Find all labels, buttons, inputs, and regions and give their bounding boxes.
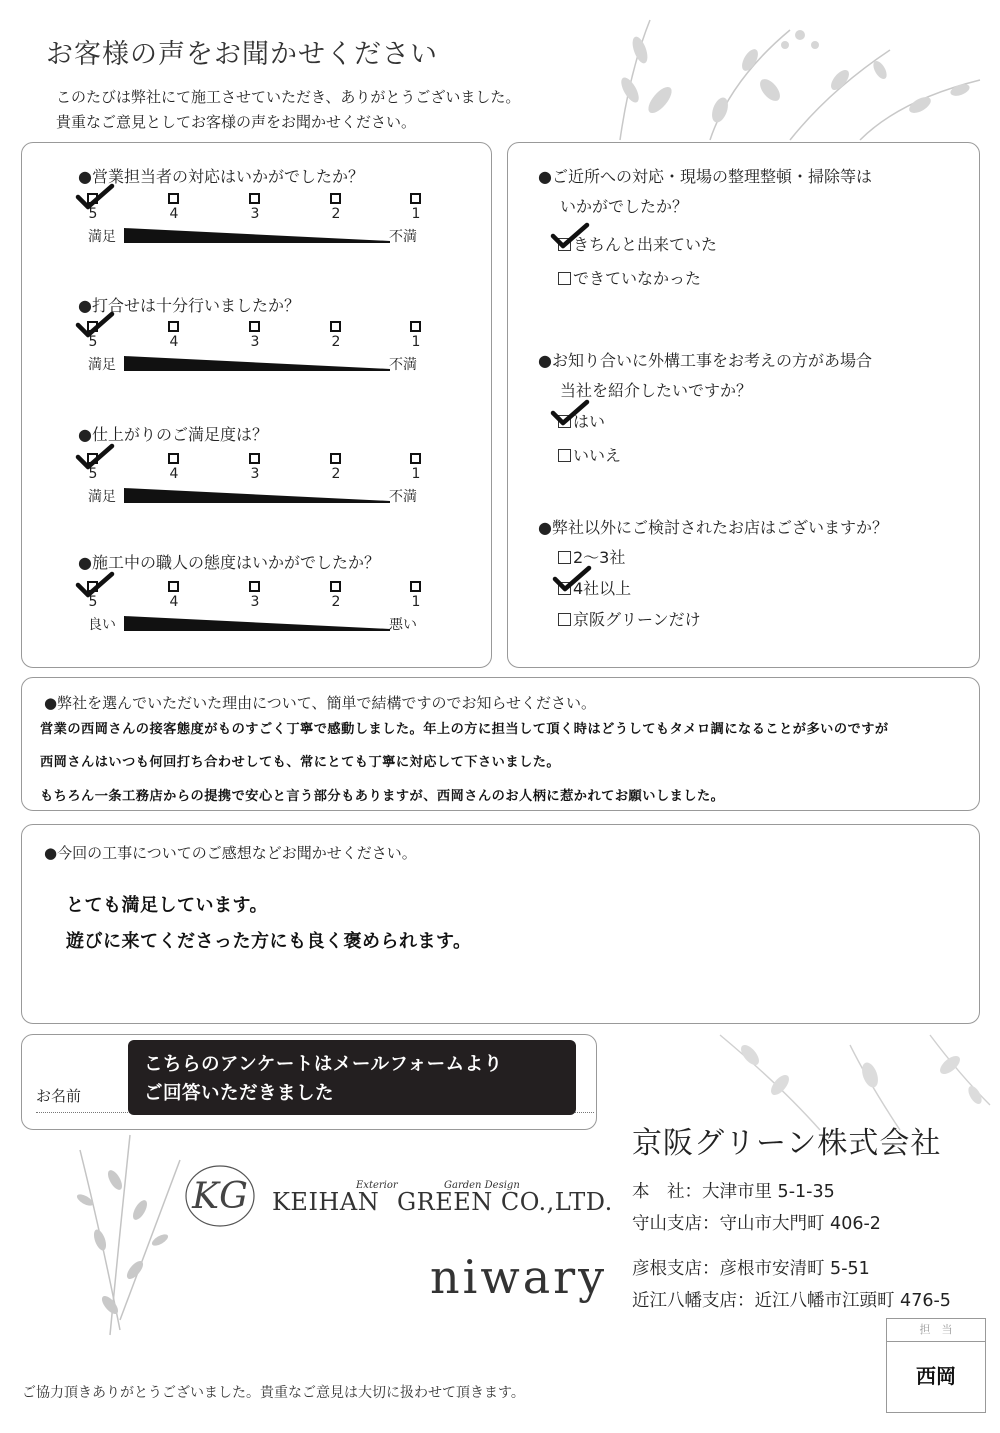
rating-number: 5 [88, 334, 98, 350]
rating-number: 5 [88, 466, 98, 482]
scale-low-label: 満足 [88, 489, 116, 505]
scale-low-label: 満足 [88, 357, 116, 373]
checkbox[interactable] [558, 551, 571, 564]
rating-checkbox-3[interactable] [249, 321, 260, 332]
checkmark-icon [552, 565, 592, 593]
rating-scale [0, 453, 470, 525]
checkmark-icon [550, 222, 590, 250]
rating-number: 1 [411, 334, 421, 350]
impression-question: ●今回の工事についてのご感想などお聞かせください。 [44, 844, 417, 862]
option-not-done[interactable]: できていなかった [558, 266, 701, 289]
rating-number: 2 [331, 594, 341, 610]
question-text: ●弊社以外にご検討されたお店はございますか？ [538, 518, 888, 537]
rating-checkbox-1[interactable] [410, 321, 421, 332]
rating-number: 3 [250, 334, 260, 350]
rating-number: 3 [250, 206, 260, 222]
satisfaction-wedge [124, 228, 390, 244]
name-label: お名前 [36, 1087, 82, 1105]
kg-monogram-logo [180, 1160, 260, 1232]
scale-high-label: 不満 [389, 357, 417, 373]
footer-thanks: ご協力頂きありがとうございました。貴重なご意見は大切に扱わせて頂きます。 [22, 1385, 525, 1401]
rating-number: 3 [250, 594, 260, 610]
rating-checkbox-4[interactable] [168, 321, 179, 332]
checkbox[interactable] [558, 272, 571, 285]
option-4-plus-shops[interactable]: 4社以上 [558, 576, 631, 599]
rating-checkbox-4[interactable] [168, 453, 179, 464]
rating-checkbox-1[interactable] [410, 453, 421, 464]
branch-address: 近江八幡支店：近江八幡市江頭町 476-5 [632, 1291, 951, 1311]
option-done-well[interactable]: きちんと出来ていた [558, 232, 717, 255]
rating-checkbox-2[interactable] [330, 581, 341, 592]
rating-number: 4 [169, 206, 179, 222]
question-text: ●仕上がりのご満足度は？ [78, 425, 268, 444]
staff-header: 担 当 [887, 1319, 985, 1342]
scale-low-label: 満足 [88, 229, 116, 245]
rating-number: 1 [411, 206, 421, 222]
satisfaction-wedge [124, 488, 390, 504]
checkbox[interactable] [558, 449, 571, 462]
checkmark-icon [550, 399, 590, 427]
rating-number: 4 [169, 594, 179, 610]
mail-form-note: こちらのアンケートはメールフォームより ご回答いただきました [128, 1040, 576, 1115]
checkmark-icon [75, 571, 115, 599]
rating-checkbox-2[interactable] [330, 453, 341, 464]
rating-checkbox-1[interactable] [410, 193, 421, 204]
rating-scale [0, 321, 470, 393]
rating-number: 2 [331, 334, 341, 350]
rating-number: 2 [331, 206, 341, 222]
checkmark-icon [75, 443, 115, 471]
reason-question: ●弊社を選んでいただいた理由について、簡単で結構ですのでお知らせください。 [44, 694, 597, 712]
rating-number: 5 [88, 594, 98, 610]
staff-stamp-box [886, 1318, 986, 1413]
scale-low-label: 良い [88, 617, 116, 633]
option-no[interactable]: いいえ [558, 443, 621, 466]
branch-address: 本 社：大津市里 5-1-35 [632, 1182, 835, 1202]
branch-address: 守山支店：守山市大門町 406-2 [632, 1214, 881, 1234]
rating-checkbox-3[interactable] [249, 581, 260, 592]
intro-line-2: 貴重なご意見としてお客様の声をお聞かせください。 [56, 113, 417, 131]
rating-checkbox-3[interactable] [249, 453, 260, 464]
rating-scale [0, 581, 470, 653]
option-yes[interactable]: はい [558, 409, 605, 432]
rating-number: 4 [169, 334, 179, 350]
question-text: ●ご近所への対応・現場の整理整頓・掃除等は [538, 167, 872, 186]
checkmark-icon [75, 311, 115, 339]
reason-line-3: もちろん一条工務店からの提携で安心と言う部分もありますが、西岡さんのお人柄に惹かれてお願いしました。 [40, 789, 725, 804]
leaf-decoration-top [560, 10, 1000, 145]
question-text: 当社を紹介したいですか？ [560, 381, 753, 400]
intro-line-1: このたびは弊社にて施工させていただき、ありがとうございました。 [56, 88, 521, 106]
rating-number: 1 [411, 594, 421, 610]
company-name: 京阪グリーン株式会社 [632, 1126, 942, 1161]
satisfaction-wedge [124, 616, 390, 632]
reason-line-1: 営業の西岡さんの接客態度がものすごく丁寧で感動しました。年上の方に担当して頂く時はどうしてもタメロ調になることが多いのですが [40, 722, 889, 737]
rating-checkbox-4[interactable] [168, 581, 179, 592]
question-text: ●営業担当者の対応はいかがでしたか？ [78, 167, 364, 186]
niwary-logo: niwary [430, 1250, 608, 1304]
option-2-3-shops[interactable]: 2～3社 [558, 545, 625, 568]
scale-high-label: 不満 [389, 229, 417, 245]
question-text: ●お知り合いに外構工事をお考えの方があ場合 [538, 351, 872, 370]
rating-checkbox-3[interactable] [249, 193, 260, 204]
question-text: ●打合せは十分行いましたか？ [78, 296, 300, 315]
checkbox[interactable] [558, 613, 571, 626]
rating-number: 5 [88, 206, 98, 222]
staff-name: 西岡 [916, 1364, 956, 1388]
question-text: いかがでしたか？ [560, 197, 689, 216]
rating-checkbox-2[interactable] [330, 193, 341, 204]
rating-checkbox-1[interactable] [410, 581, 421, 592]
svg-text:KG: KG [192, 1176, 248, 1217]
page-title: お客様の声をお聞かせください [46, 39, 438, 70]
branch-address: 彦根支店：彦根市安清町 5-51 [632, 1259, 870, 1279]
rating-number: 4 [169, 466, 179, 482]
impression-line-2: 遊びに来てくださった方にも良く褒められます。 [66, 931, 472, 952]
rating-number: 2 [331, 466, 341, 482]
rating-number: 3 [250, 466, 260, 482]
question-text: ●施工中の職人の態度はいかがでしたか？ [78, 553, 380, 572]
scale-high-label: 悪い [389, 617, 417, 633]
checkmark-icon [75, 183, 115, 211]
rating-checkbox-2[interactable] [330, 321, 341, 332]
option-keihan-only[interactable]: 京阪グリーンだけ [558, 607, 701, 630]
satisfaction-wedge [124, 356, 390, 372]
rating-scale [0, 193, 470, 265]
rating-number: 1 [411, 466, 421, 482]
rating-checkbox-4[interactable] [168, 193, 179, 204]
scale-high-label: 不満 [389, 489, 417, 505]
impression-line-1: とても満足しています。 [66, 895, 269, 916]
reason-line-2: 西岡さんはいつも何回打ち合わせしても、常にとても丁寧に対応して下さいました。 [40, 755, 561, 770]
